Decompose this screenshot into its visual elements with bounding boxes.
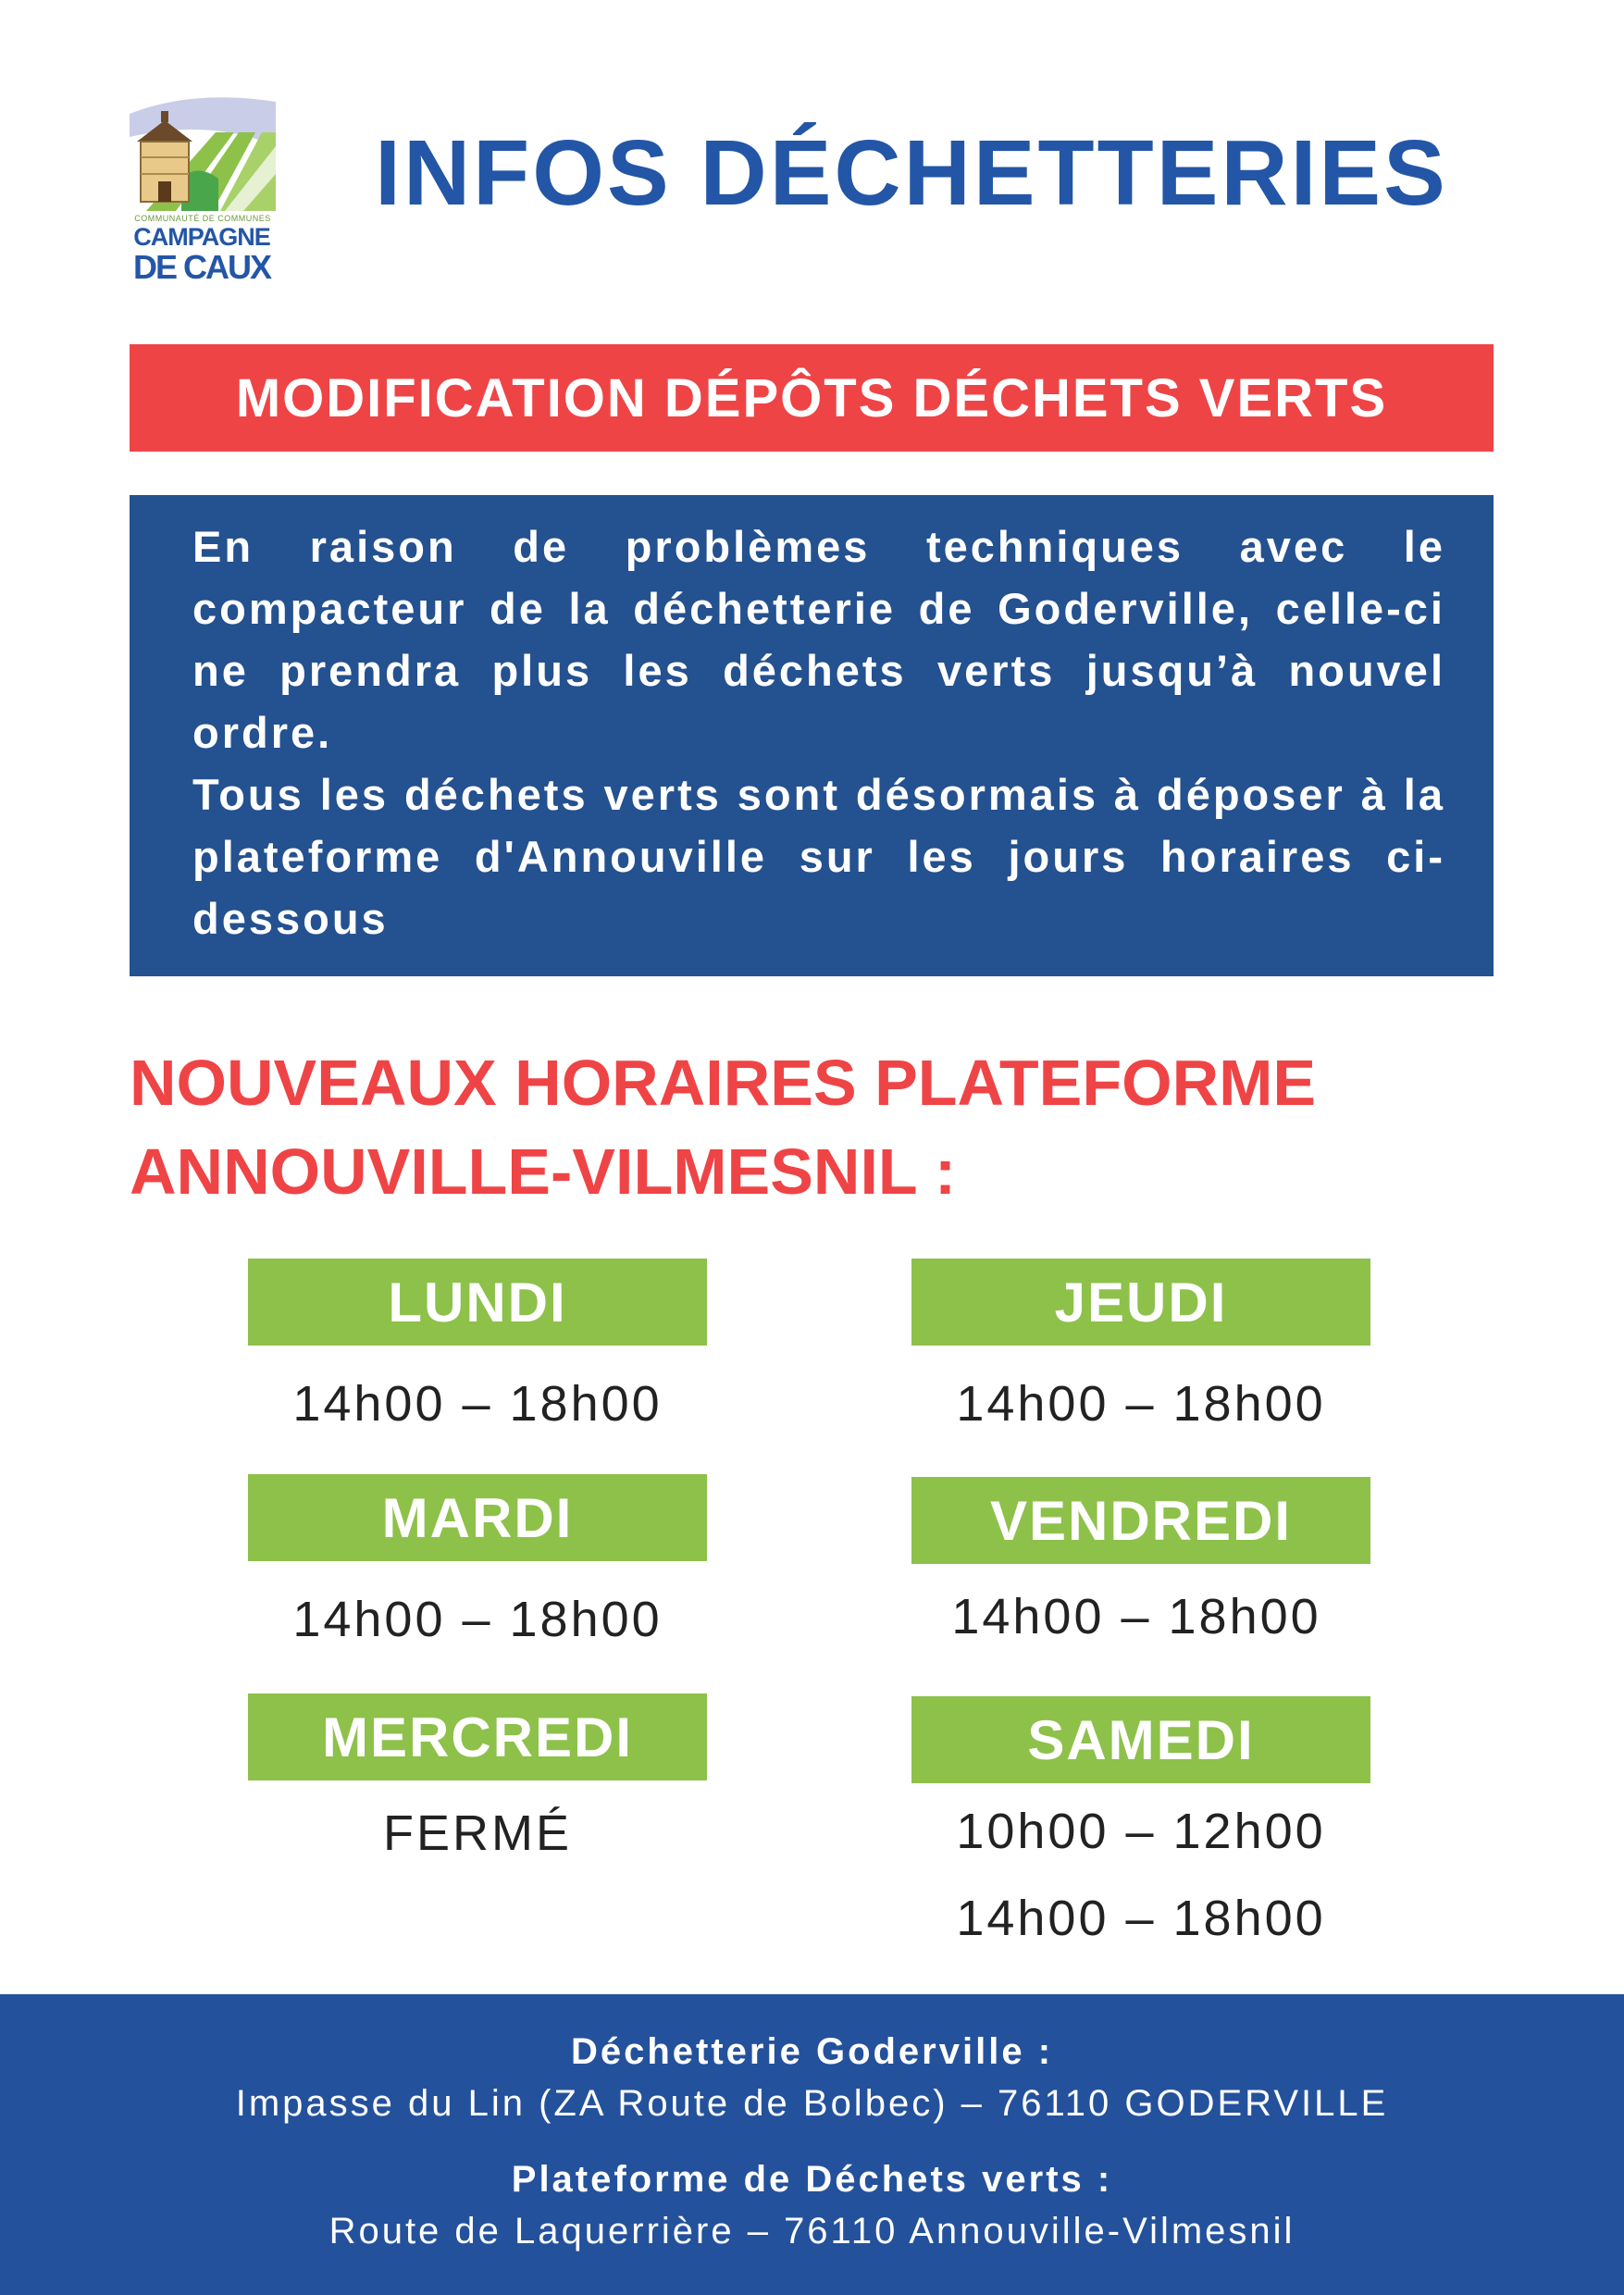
- day-label-tuesday: MARDI: [248, 1474, 707, 1561]
- notice-box: [130, 495, 1494, 976]
- hours-friday: 14h00 – 18h00: [951, 1589, 1321, 1644]
- day-label-friday: VENDREDI: [911, 1477, 1370, 1564]
- page-title: INFOS DÉCHETTERIES: [375, 121, 1448, 225]
- footer-site1-address: Impasse du Lin (ZA Route de Bolbec) – 76110 GODERVILLE: [235, 2083, 1389, 2124]
- section-heading: [130, 1038, 1518, 1216]
- notice-paragraph-1: En raison de problèmes techniques avec le compacteur de la déchetterie de Goderville, celle-ci ne prendra plus les déchets verts jusqu’à nouvel ordre.: [192, 522, 1445, 757]
- section-heading-line2: ANNOUVILLE-VILMESNIL :: [130, 1135, 957, 1208]
- footer-site1-name: Déchetterie Goderville :: [570, 2031, 1054, 2072]
- day-label-saturday: SAMEDI: [911, 1696, 1370, 1783]
- hours-wednesday: FERMÉ: [383, 1805, 572, 1861]
- notice-paragraph-2: Tous les déchets verts sont désormais à déposer à la plateforme d'Annouville sur les jours horaires ci-dessous: [192, 770, 1445, 943]
- hours-saturday-morning: 10h00 – 12h00: [956, 1804, 1326, 1859]
- day-label-thursday: JEUDI: [911, 1259, 1370, 1346]
- hours-tuesday: 14h00 – 18h00: [292, 1592, 663, 1647]
- footer-site2-address: Route de Laquerrière – 76110 Annouville-Vilmesnil: [329, 2211, 1295, 2252]
- day-label-monday: LUNDI: [248, 1259, 707, 1346]
- campagne-de-caux-logo: [128, 91, 276, 285]
- footer: [0, 1994, 1624, 2295]
- hours-monday: 14h00 – 18h00: [292, 1376, 663, 1432]
- logo-subtitle: COMMUNAUTÉ DE COMMUNES: [134, 214, 271, 223]
- logo-line1: CAMPAGNE: [133, 223, 270, 251]
- footer-site2-name: Plateforme de Déchets verts :: [511, 2159, 1113, 2200]
- day-label-wednesday: MERCREDI: [248, 1693, 707, 1780]
- section-heading-line1: NOUVEAUX HORAIRES PLATEFORME: [130, 1047, 1317, 1119]
- hours-saturday-afternoon: 14h00 – 18h00: [956, 1891, 1326, 1946]
- hours-thursday: 14h00 – 18h00: [956, 1376, 1326, 1432]
- logo-line2: DE CAUX: [132, 248, 271, 286]
- modification-banner: MODIFICATION DÉPÔTS DÉCHETS VERTS: [130, 344, 1494, 452]
- logo-emblem-icon: [128, 91, 276, 213]
